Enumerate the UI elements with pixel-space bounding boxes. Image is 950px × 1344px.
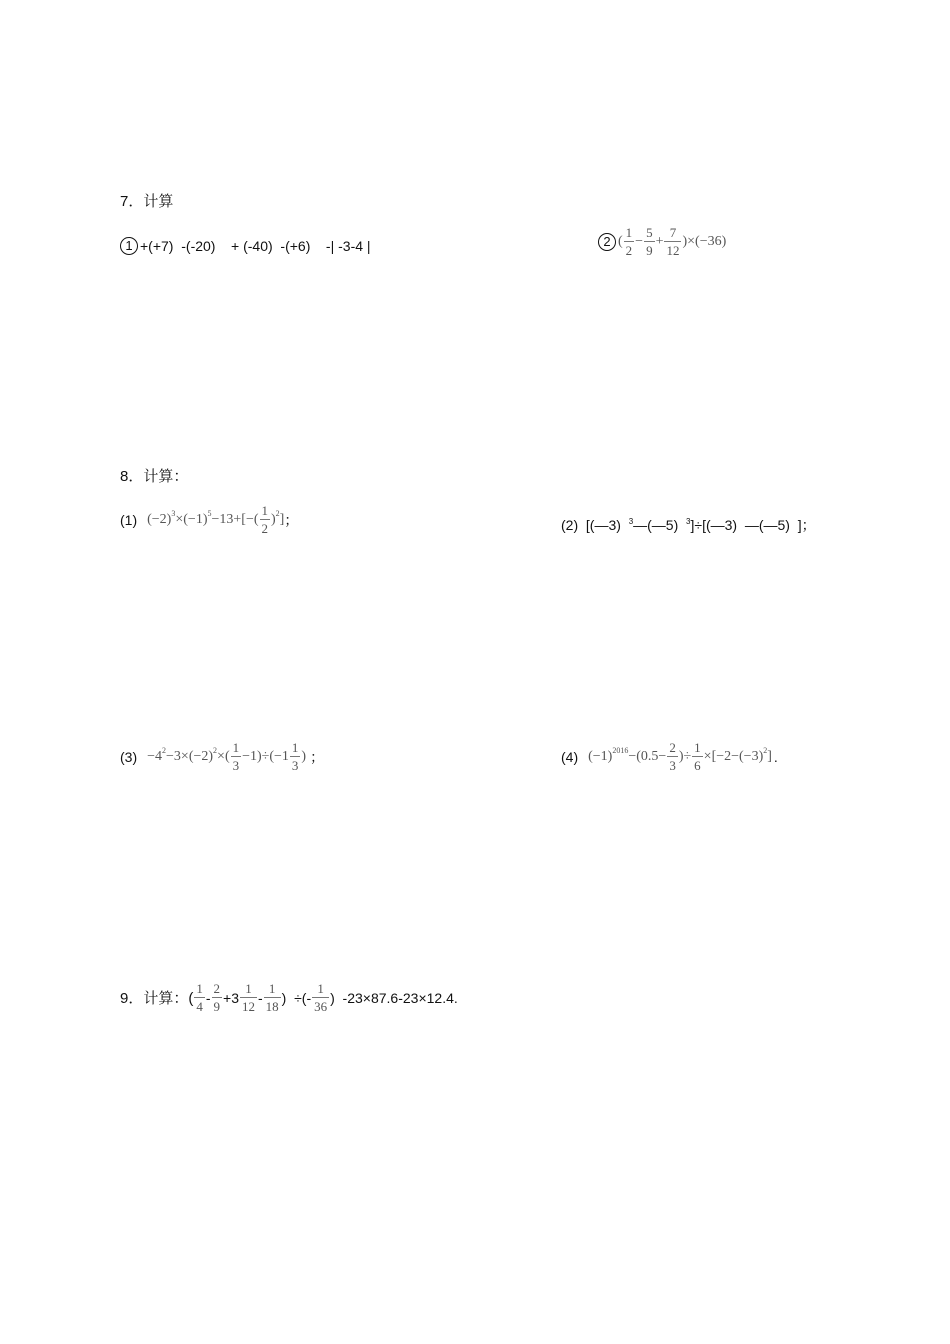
fraction: $\frac{1}{18}$ bbox=[265, 981, 279, 1014]
operator: - bbox=[257, 989, 263, 1006]
question-7-part-2 bbox=[598, 226, 726, 257]
term: (−2) bbox=[147, 511, 172, 527]
operator: + bbox=[655, 233, 664, 249]
term: −3×(−2) bbox=[166, 748, 214, 764]
part-label: (4) bbox=[561, 748, 579, 765]
fraction: $\frac{7}{12}$ bbox=[666, 225, 680, 258]
question-8-title: 8．计算： bbox=[120, 468, 189, 485]
fraction: $\frac{1}{3}$ bbox=[232, 740, 240, 773]
term: ]÷[(—3) —(—5) ]； bbox=[690, 517, 816, 533]
fraction: $\frac{1}{3}$ bbox=[291, 740, 299, 773]
expression-7-1: +(+7) -(-20) + (-40) -(+6) -| -3-4 | bbox=[140, 238, 371, 254]
punctuation: ； bbox=[310, 748, 325, 765]
operator: - bbox=[205, 989, 211, 1006]
fraction: $\frac{1}{6}$ bbox=[694, 740, 701, 773]
exponent: 2016 bbox=[612, 746, 629, 755]
punctuation: . bbox=[773, 748, 778, 765]
term: −1)÷(−1 bbox=[242, 748, 289, 764]
term: (−1) bbox=[588, 748, 613, 764]
part-label: (1) bbox=[120, 511, 138, 528]
question-8-part-3 bbox=[120, 741, 324, 772]
term: ] bbox=[767, 748, 772, 764]
question-9-title: 9．计算：( bbox=[120, 990, 194, 1007]
term: +3 bbox=[223, 989, 239, 1006]
circled-number-2: 2 bbox=[598, 233, 616, 251]
part-label: (2) bbox=[561, 517, 579, 533]
question-8-part-1 bbox=[120, 504, 298, 535]
fraction: $\frac{1}{2}$ bbox=[261, 503, 268, 536]
expression-8-4 bbox=[588, 741, 778, 772]
exponent: 2 bbox=[275, 509, 280, 518]
term: ×[−2−(−3) bbox=[703, 748, 764, 764]
circled-number-1: 1 bbox=[120, 237, 138, 255]
operator: − bbox=[635, 233, 644, 249]
term: ×(−1) bbox=[175, 511, 208, 527]
exponent: 3 bbox=[171, 509, 176, 518]
exponent: 3 bbox=[628, 517, 634, 526]
part-label: (3) bbox=[120, 748, 138, 765]
term: )÷ bbox=[678, 748, 692, 764]
term: ] bbox=[279, 511, 285, 527]
expression-9 bbox=[193, 982, 457, 1013]
question-8-part-4 bbox=[561, 741, 778, 772]
question-7-part-1 bbox=[120, 237, 371, 255]
term: [(—3) bbox=[585, 517, 621, 533]
term: —(—5) bbox=[633, 517, 679, 533]
question-8-part-2 bbox=[561, 515, 816, 535]
punctuation: ； bbox=[284, 511, 299, 528]
fraction: $\frac{5}{9}$ bbox=[646, 225, 653, 258]
fraction: $\frac{2}{9}$ bbox=[213, 981, 221, 1014]
expression-8-1 bbox=[147, 504, 298, 535]
fraction: $\frac{1}{36}$ bbox=[314, 981, 328, 1014]
expression-tail: )×(−36) bbox=[682, 233, 727, 249]
exponent: 2 bbox=[763, 746, 768, 755]
fraction: $\frac{1}{4}$ bbox=[196, 981, 203, 1014]
fraction: $\frac{1}{2}$ bbox=[625, 225, 633, 258]
exponent: 2 bbox=[213, 746, 218, 755]
term: ×( bbox=[217, 748, 230, 764]
question-9 bbox=[120, 982, 458, 1013]
term: −4 bbox=[147, 748, 163, 764]
term: ) bbox=[271, 511, 276, 527]
expression-7-2 bbox=[618, 226, 726, 257]
open-paren: ( bbox=[618, 233, 623, 249]
term: −13+[−( bbox=[211, 511, 259, 527]
exponent: 5 bbox=[207, 509, 212, 518]
exponent: 3 bbox=[686, 517, 691, 526]
question-7-title: 7．计算 bbox=[120, 193, 174, 210]
expression-8-3 bbox=[147, 741, 324, 772]
fraction: $\frac{1}{12}$ bbox=[241, 981, 255, 1014]
term: −(0.5− bbox=[628, 748, 667, 764]
expression-tail: ) -23×87.6-23×12.4. bbox=[330, 989, 458, 1006]
fraction: $\frac{2}{3}$ bbox=[669, 740, 676, 773]
term: ) ÷(- bbox=[281, 989, 312, 1006]
exponent: 2 bbox=[162, 746, 167, 755]
term: ) bbox=[301, 748, 307, 764]
